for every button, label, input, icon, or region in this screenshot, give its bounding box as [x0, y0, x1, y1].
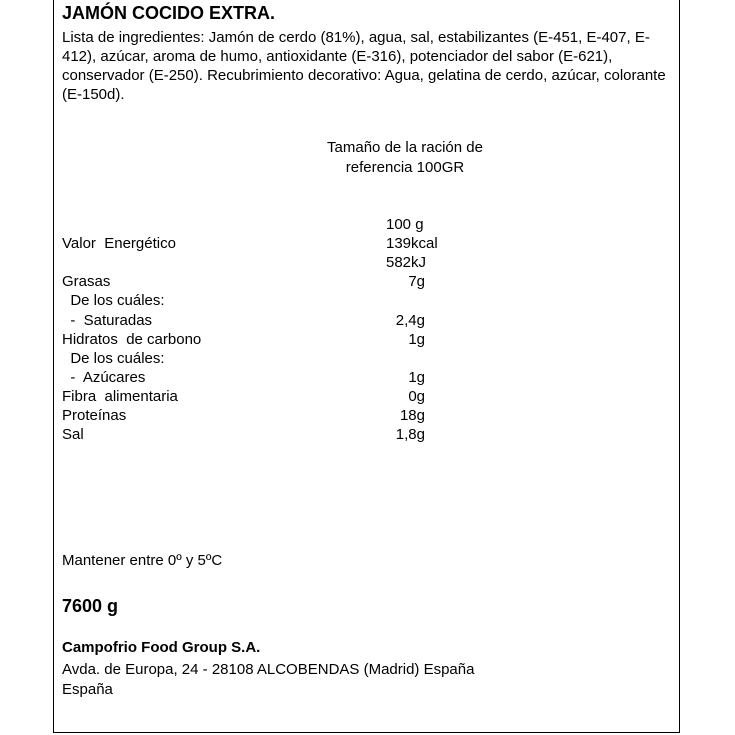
nutrition-label: Sal — [62, 426, 84, 443]
net-weight: 7600 g — [62, 596, 119, 616]
nutrition-column-header: 100 g — [386, 216, 424, 233]
nutrition-label: De los cuáles: — [62, 350, 165, 367]
nutrition-row-fat-of-which — [62, 291, 462, 310]
nutrition-label: - Saturadas — [62, 312, 153, 329]
product-title: JAMÓN COCIDO EXTRA. — [62, 3, 276, 23]
nutrition-label: - Azúcares — [62, 369, 146, 386]
nutrition-row-protein — [62, 406, 462, 425]
storage-instructions: Mantener entre 0º y 5ºC — [62, 552, 223, 569]
nutrition-value: 7g — [408, 273, 425, 290]
nutrition-label: De los cuáles: — [62, 292, 165, 309]
nutrition-row-carbs-of-which — [62, 349, 462, 368]
energy-kj: 582kJ — [386, 254, 427, 271]
energy-kcal: 139kcal — [386, 235, 438, 252]
address-line-1: Avda. de Europa, 24 - 28108 ALCOBENDAS (Madrid) España — [62, 661, 475, 678]
ingredients-list: Lista de ingredientes: Jamón de cerdo (81%), agua, sal, estabilizantes (E-451, E-407, E-412), azúcar, aroma de humo, antioxidante (E-316), potenciador del sabor (E-621), conservador (E-250). Recubrimiento decorativo: Agua, gelatina de cerdo, azúcar, colorante (E-150d). — [62, 29, 666, 103]
nutrition-row-fibre — [62, 387, 462, 406]
nutrition-row-sugars — [62, 368, 462, 387]
nutrition-value: 2,4g — [395, 312, 425, 329]
nutrition-value: 1g — [408, 369, 425, 386]
energy-values — [386, 234, 438, 272]
manufacturer-address — [62, 660, 474, 700]
nutrition-label: Fibra alimentaria — [62, 388, 178, 405]
nutrition-row-fat — [62, 272, 462, 291]
serving-line-2: referencia 100GR — [345, 159, 465, 176]
nutrition-value: 0g — [408, 388, 425, 405]
nutrition-value: 18g — [399, 407, 425, 424]
nutrition-row-saturated — [62, 311, 462, 330]
nutrition-value: 1g — [408, 331, 425, 348]
nutrition-label: Hidratos de carbono — [62, 331, 202, 348]
nutrition-label: Grasas — [62, 273, 111, 290]
nutrition-value: 1,8g — [395, 426, 425, 443]
nutrition-row-carbohydrates — [62, 330, 462, 349]
address-line-2: España — [62, 681, 113, 698]
serving-reference — [295, 138, 515, 178]
manufacturer-name: Campofrio Food Group S.A. — [62, 639, 261, 656]
energy-label: Valor Energético — [62, 235, 176, 252]
nutrition-label: Proteínas — [62, 407, 127, 424]
serving-line-1: Tamaño de la ración de — [327, 139, 483, 156]
nutrition-row-salt — [62, 425, 462, 444]
